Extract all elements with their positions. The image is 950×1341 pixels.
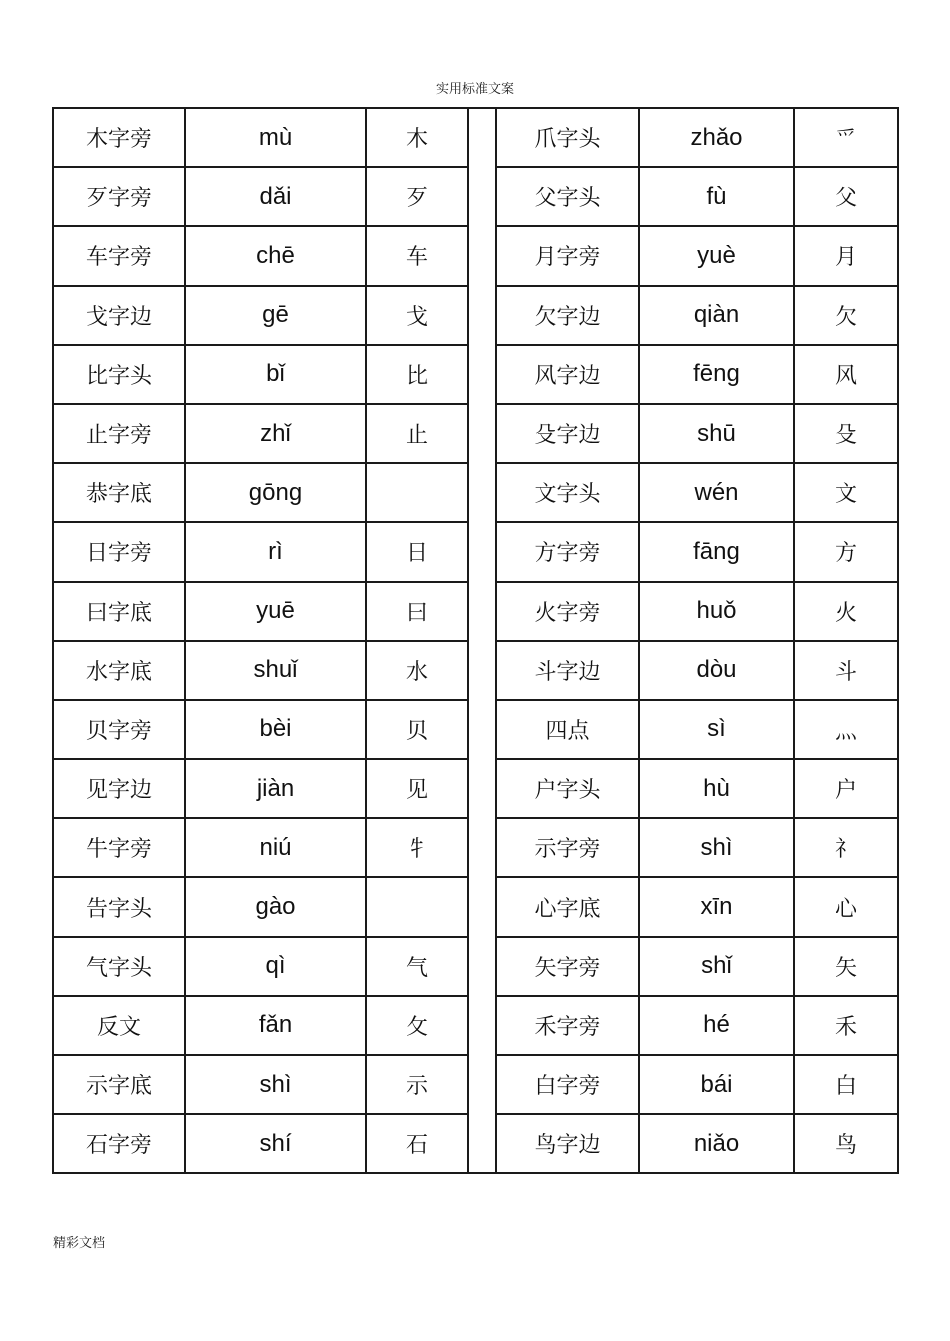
right-radical-name: 文字头 xyxy=(496,463,639,522)
column-gap xyxy=(468,167,496,226)
table-row xyxy=(53,1114,898,1173)
left-radical-name: 车字旁 xyxy=(53,226,185,285)
left-radical-name: 比字头 xyxy=(53,345,185,404)
right-pinyin: bái xyxy=(639,1055,794,1114)
right-radical-glyph: 户 xyxy=(794,759,898,818)
left-radical-name: 水字底 xyxy=(53,641,185,700)
left-radical-glyph: 戈 xyxy=(366,286,468,345)
right-radical-glyph: 礻 xyxy=(794,818,898,877)
right-radical-glyph: 斗 xyxy=(794,641,898,700)
column-gap xyxy=(468,937,496,996)
right-pinyin: yuè xyxy=(639,226,794,285)
left-radical-glyph: 车 xyxy=(366,226,468,285)
table-row xyxy=(53,463,898,522)
table-row xyxy=(53,167,898,226)
left-radical-glyph: 气 xyxy=(366,937,468,996)
table-body xyxy=(53,108,898,1173)
column-gap xyxy=(468,700,496,759)
right-radical-name: 风字边 xyxy=(496,345,639,404)
right-pinyin: dòu xyxy=(639,641,794,700)
table-row xyxy=(53,996,898,1055)
left-radical-name: 示字底 xyxy=(53,1055,185,1114)
right-pinyin: sì xyxy=(639,700,794,759)
right-pinyin: wén xyxy=(639,463,794,522)
right-radical-glyph: 禾 xyxy=(794,996,898,1055)
right-radical-glyph: 灬 xyxy=(794,700,898,759)
page-footer: 精彩文档 xyxy=(53,1236,106,1251)
right-pinyin: hù xyxy=(639,759,794,818)
left-pinyin: zhǐ xyxy=(185,404,366,463)
column-gap xyxy=(468,818,496,877)
left-pinyin: bèi xyxy=(185,700,366,759)
right-radical-name: 心字底 xyxy=(496,877,639,936)
right-pinyin: zhǎo xyxy=(639,108,794,167)
left-radical-name: 反文 xyxy=(53,996,185,1055)
right-pinyin: fù xyxy=(639,167,794,226)
table-row xyxy=(53,759,898,818)
right-radical-glyph: 火 xyxy=(794,582,898,641)
column-gap xyxy=(468,108,496,167)
left-radical-glyph: 见 xyxy=(366,759,468,818)
right-radical-glyph: 方 xyxy=(794,522,898,581)
left-radical-name: 戈字边 xyxy=(53,286,185,345)
right-radical-name: 殳字边 xyxy=(496,404,639,463)
left-radical-glyph: 水 xyxy=(366,641,468,700)
table-row xyxy=(53,1055,898,1114)
radical-table xyxy=(52,107,899,1174)
right-pinyin: shì xyxy=(639,818,794,877)
left-pinyin: chē xyxy=(185,226,366,285)
right-pinyin: shū xyxy=(639,404,794,463)
left-radical-glyph: 比 xyxy=(366,345,468,404)
right-radical-glyph: 白 xyxy=(794,1055,898,1114)
left-radical-glyph: 歹 xyxy=(366,167,468,226)
right-pinyin: niǎo xyxy=(639,1114,794,1173)
left-radical-glyph xyxy=(366,877,468,936)
left-pinyin: dǎi xyxy=(185,167,366,226)
right-pinyin: xīn xyxy=(639,877,794,936)
column-gap xyxy=(468,759,496,818)
right-radical-name: 方字旁 xyxy=(496,522,639,581)
left-radical-glyph: 示 xyxy=(366,1055,468,1114)
left-pinyin: shuǐ xyxy=(185,641,366,700)
left-pinyin: rì xyxy=(185,522,366,581)
column-gap xyxy=(468,877,496,936)
left-radical-name: 牛字旁 xyxy=(53,818,185,877)
left-radical-glyph: 石 xyxy=(366,1114,468,1173)
right-radical-name: 白字旁 xyxy=(496,1055,639,1114)
right-radical-glyph: 心 xyxy=(794,877,898,936)
left-pinyin: niú xyxy=(185,818,366,877)
table-row xyxy=(53,818,898,877)
left-radical-name: 曰字底 xyxy=(53,582,185,641)
right-radical-name: 示字旁 xyxy=(496,818,639,877)
left-radical-glyph: 曰 xyxy=(366,582,468,641)
left-radical-name: 止字旁 xyxy=(53,404,185,463)
left-radical-glyph: 日 xyxy=(366,522,468,581)
table-row xyxy=(53,286,898,345)
left-radical-name: 歹字旁 xyxy=(53,167,185,226)
left-pinyin: jiàn xyxy=(185,759,366,818)
left-radical-glyph: 贝 xyxy=(366,700,468,759)
table-row xyxy=(53,937,898,996)
left-radical-glyph: 止 xyxy=(366,404,468,463)
right-radical-glyph: 矢 xyxy=(794,937,898,996)
column-gap xyxy=(468,522,496,581)
left-radical-name: 木字旁 xyxy=(53,108,185,167)
right-radical-glyph: 父 xyxy=(794,167,898,226)
table-row xyxy=(53,877,898,936)
right-radical-name: 禾字旁 xyxy=(496,996,639,1055)
left-pinyin: shì xyxy=(185,1055,366,1114)
right-pinyin: huǒ xyxy=(639,582,794,641)
right-radical-name: 户字头 xyxy=(496,759,639,818)
left-pinyin: shí xyxy=(185,1114,366,1173)
table-row xyxy=(53,404,898,463)
right-radical-name: 四点 xyxy=(496,700,639,759)
left-radical-name: 石字旁 xyxy=(53,1114,185,1173)
column-gap xyxy=(468,1055,496,1114)
right-radical-name: 父字头 xyxy=(496,167,639,226)
right-radical-name: 爪字头 xyxy=(496,108,639,167)
right-radical-glyph: 爫 xyxy=(794,108,898,167)
right-radical-glyph: 文 xyxy=(794,463,898,522)
table-row xyxy=(53,700,898,759)
left-pinyin: mù xyxy=(185,108,366,167)
left-radical-name: 见字边 xyxy=(53,759,185,818)
right-pinyin: shǐ xyxy=(639,937,794,996)
column-gap xyxy=(468,404,496,463)
left-radical-name: 告字头 xyxy=(53,877,185,936)
left-pinyin: gào xyxy=(185,877,366,936)
right-radical-name: 火字旁 xyxy=(496,582,639,641)
left-pinyin: bǐ xyxy=(185,345,366,404)
left-radical-glyph: 牜 xyxy=(366,818,468,877)
table-row xyxy=(53,582,898,641)
left-pinyin: fǎn xyxy=(185,996,366,1055)
right-radical-name: 月字旁 xyxy=(496,226,639,285)
table-row xyxy=(53,226,898,285)
column-gap xyxy=(468,582,496,641)
table-row xyxy=(53,522,898,581)
left-radical-name: 气字头 xyxy=(53,937,185,996)
right-pinyin: fāng xyxy=(639,522,794,581)
right-radical-glyph: 月 xyxy=(794,226,898,285)
right-radical-name: 鸟字边 xyxy=(496,1114,639,1173)
right-radical-glyph: 殳 xyxy=(794,404,898,463)
column-gap xyxy=(468,345,496,404)
left-radical-glyph: 攵 xyxy=(366,996,468,1055)
right-pinyin: fēng xyxy=(639,345,794,404)
right-radical-glyph: 欠 xyxy=(794,286,898,345)
right-radical-glyph: 风 xyxy=(794,345,898,404)
left-radical-name: 日字旁 xyxy=(53,522,185,581)
table-row xyxy=(53,345,898,404)
right-pinyin: qiàn xyxy=(639,286,794,345)
left-radical-glyph: 木 xyxy=(366,108,468,167)
right-pinyin: hé xyxy=(639,996,794,1055)
column-gap xyxy=(468,226,496,285)
left-radical-name: 恭字底 xyxy=(53,463,185,522)
left-radical-name: 贝字旁 xyxy=(53,700,185,759)
table-row xyxy=(53,641,898,700)
right-radical-name: 斗字边 xyxy=(496,641,639,700)
right-radical-name: 矢字旁 xyxy=(496,937,639,996)
column-gap xyxy=(468,463,496,522)
column-gap xyxy=(468,641,496,700)
right-radical-glyph: 鸟 xyxy=(794,1114,898,1173)
left-pinyin: yuē xyxy=(185,582,366,641)
column-gap xyxy=(468,996,496,1055)
column-gap xyxy=(468,1114,496,1173)
left-pinyin: gōng xyxy=(185,463,366,522)
table-row xyxy=(53,108,898,167)
column-gap xyxy=(468,286,496,345)
right-radical-name: 欠字边 xyxy=(496,286,639,345)
page-header: 实用标准文案 xyxy=(435,82,514,97)
left-pinyin: gē xyxy=(185,286,366,345)
left-radical-glyph xyxy=(366,463,468,522)
left-pinyin: qì xyxy=(185,937,366,996)
